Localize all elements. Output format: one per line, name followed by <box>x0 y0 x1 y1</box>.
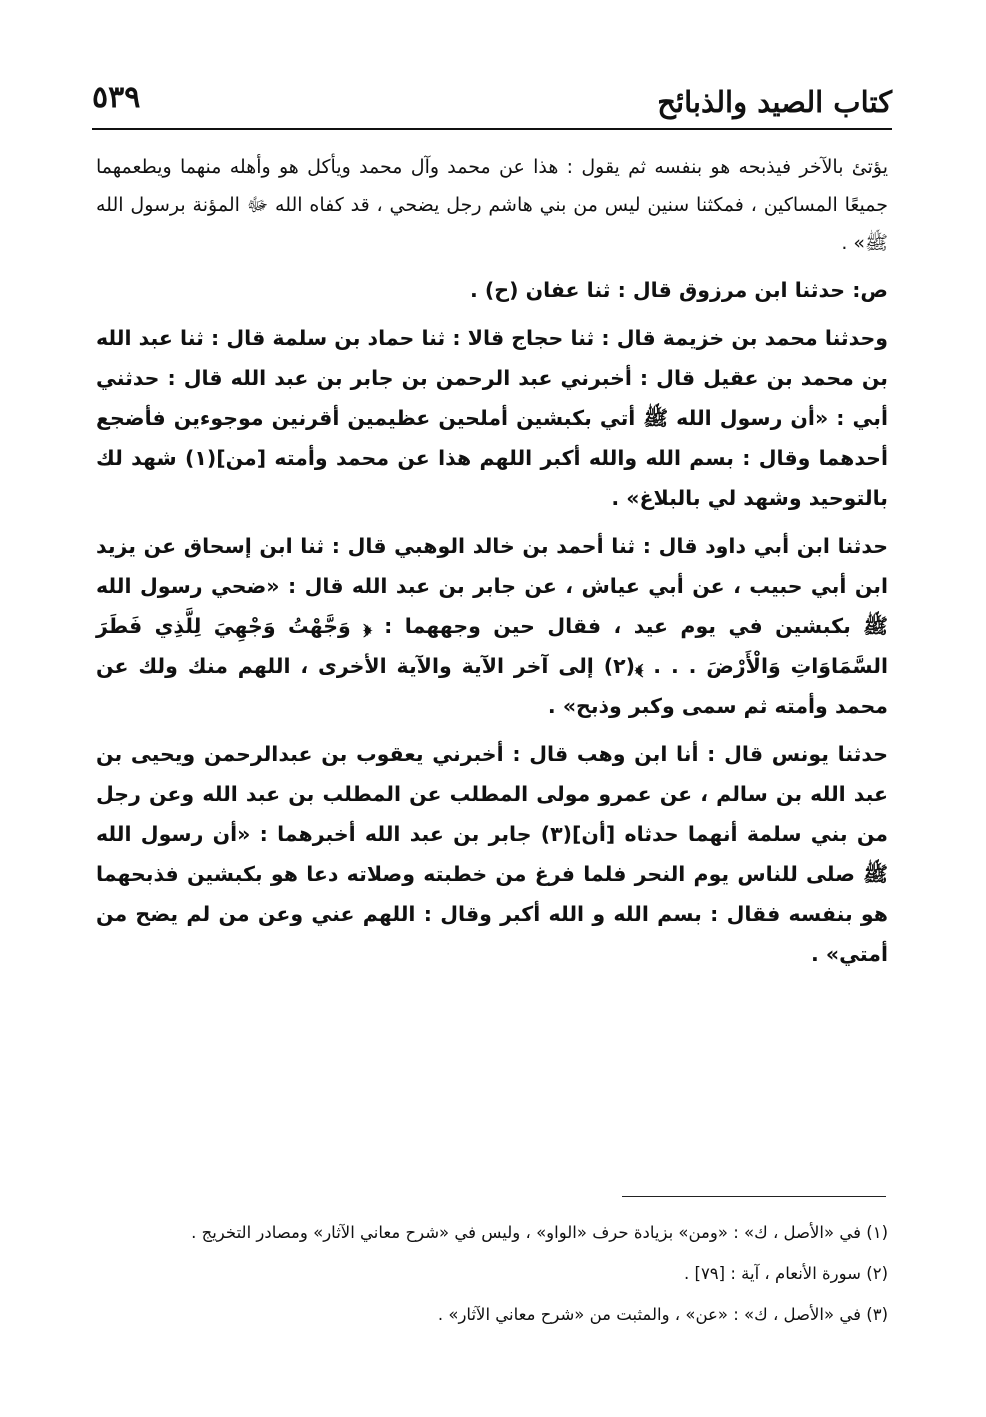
main-text <box>96 148 888 982</box>
footnotes <box>96 1212 888 1335</box>
paragraph-hadith-khuzayma: وحدثنا محمد بن خزيمة قال : ثنا حجاج قالا : ثنا حماد بن سلمة قال : ثنا عبد الله بن محمد بن عقيل قال : أخبرني عبد الرحمن بن جابر بن عبد الله قال : حدثني أبي : «أن رسول الله ﷺ أتي بكبشين أملحين عظيمين أقرنين موجوءين فأضجع أحدهما وقال : بسم الله والله أكبر اللهم هذا عن محمد وأمته [من](١) شهد لك بالتوحيد وشهد لي بالبلاغ» . <box>96 326 888 510</box>
paragraph-hadith-yunus: حدثنا يونس قال : أنا ابن وهب قال : أخبرني يعقوب بن عبدالرحمن ويحيى بن عبد الله بن سالم ، عن عمرو مولى المطلب عن المطلب بن عبد الله وعن رجل من بني سلمة أنهما حدثاه [أن](٣) جابر بن عبد الله أخبرهما : «أن رسول الله ﷺ صلى للناس يوم النحر فلما فرغ من خطبته وصلاته دعا هو بكبشين فذبحهما هو بنفسه فقال : بسم الله و الله أكبر وقال : اللهم عني وعن من لم يضح من أمتي» . <box>96 742 888 966</box>
paragraph-continuation: يؤتئ بالآخر فيذبحه هو بنفسه ثم يقول : هذا عن محمد وآل محمد ويأكل هو وأهله منهما ويطعمهما جميعًا المساكين ، فمكثنا سنين ليس من بني هاشم رجل يضحي ، قد كفاه الله ﷻ المؤنة برسول الله ﷺ» . <box>96 156 888 254</box>
paragraph-sad-isnad: ص: حدثنا ابن مرزوق قال : ثنا عفان (ح) . <box>470 278 888 302</box>
footnote-3: (٣) في «الأصل ، ك» : «عن» ، والمثبت من «شرح معاني الآثار» . <box>437 1305 888 1324</box>
paragraph-hadith-abu-dawud: حدثنا ابن أبي داود قال : ثنا أحمد بن خالد الوهبي قال : ثنا ابن إسحاق عن يزيد ابن أبي حبيب ، عن أبي عياش ، عن جابر بن عبد الله قال : «ضحي رسول الله ﷺ بكبشين في يوم عيد ، فقال حين وجههما : ﴿ وَجَّهْتُ وَجْهِيَ لِلَّذِي فَطَرَ السَّمَاوَاتِ وَالْأَرْضَ . . . ﴾(٢) إلى آخر الآية والآية الأخرى ، اللهم منك ولك عن محمد وأمته ثم سمى وكبر وذبح» . <box>96 534 888 718</box>
page-header <box>92 78 892 130</box>
page-number: ٥٣٩ <box>92 80 141 115</box>
header-rule <box>92 128 892 130</box>
footnote-1: (١) في «الأصل ، ك» : «ومن» بزيادة حرف «الواو» ، وليس في «شرح معاني الآثار» ومصادر التخريج . <box>191 1223 888 1242</box>
footnote-separator <box>622 1196 886 1197</box>
running-title: كتاب الصيد والذبائح <box>657 85 892 119</box>
footnote-2: (٢) سورة الأنعام ، آية : [٧٩] . <box>684 1264 888 1283</box>
